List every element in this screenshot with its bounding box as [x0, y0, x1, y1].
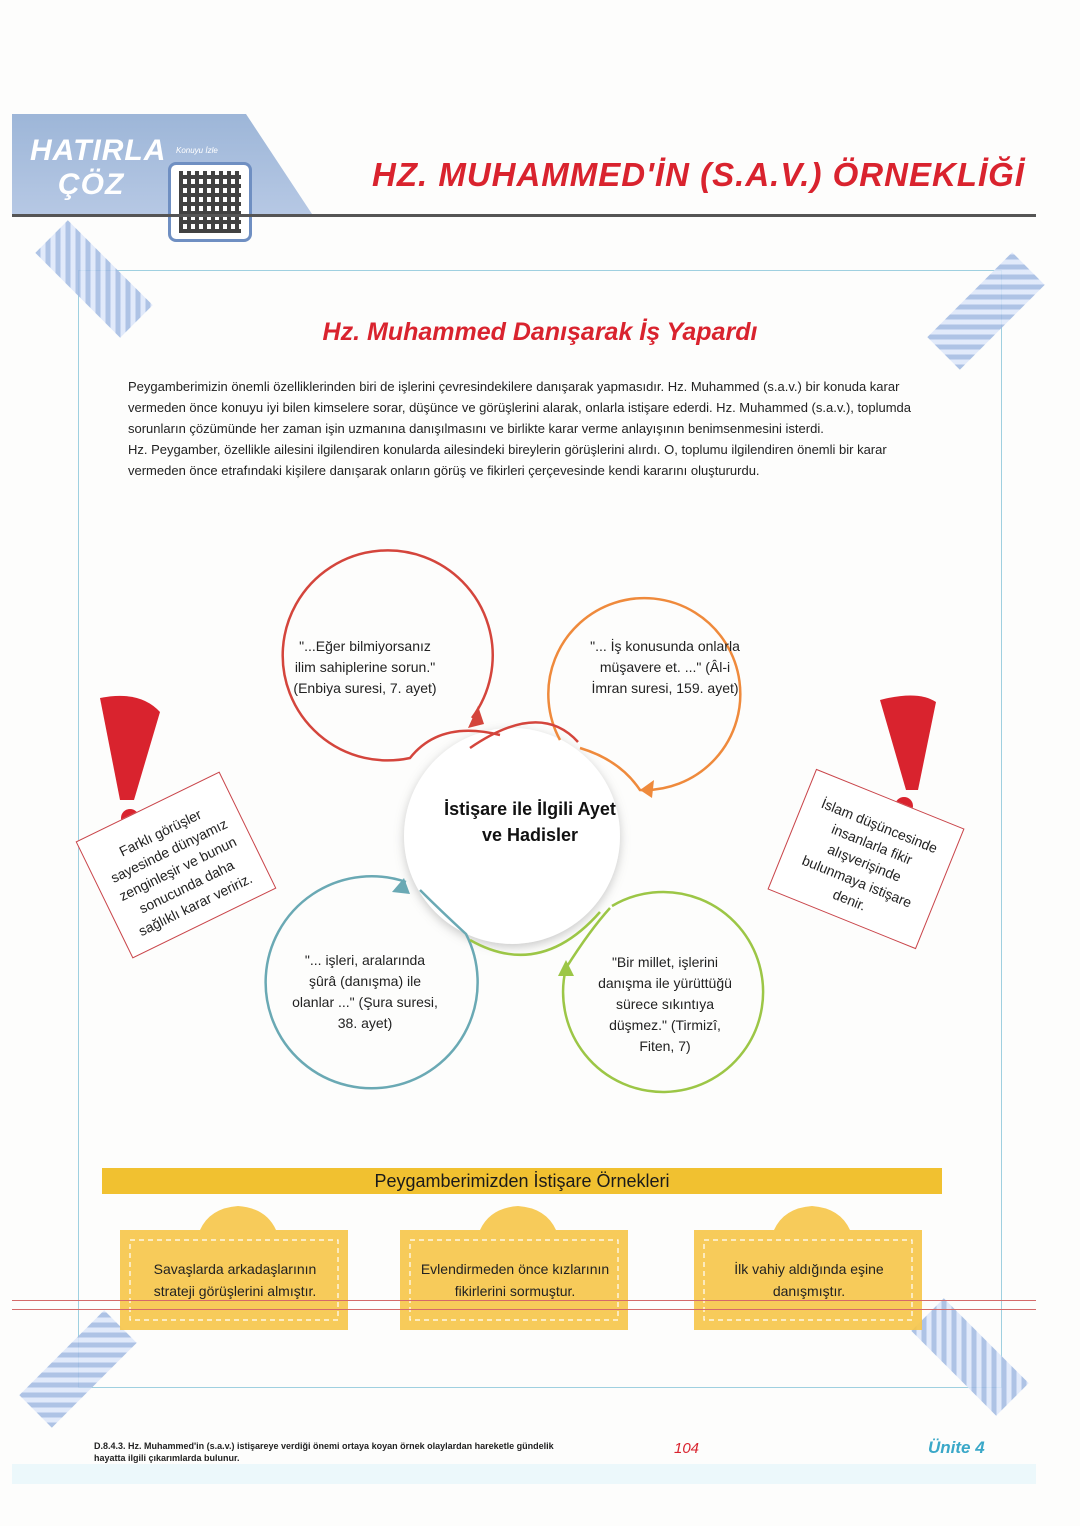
badge-line-2: ÇÖZ	[58, 168, 125, 201]
quote-bottom-right: "Bir millet, işlerini danışma ile yürüttüğü sürece sıkıntıya düşmez." (Tirmizî, Fiten, 7)	[598, 954, 732, 1054]
decorative-lines	[12, 1300, 1036, 1310]
page-number: 104	[674, 1440, 700, 1457]
arrow-bottom-right	[558, 960, 574, 976]
quote-top-right: "... İş konusunda onlarla müşavere et. ..." (Âl-i İmran suresi, 159. ayet)	[590, 638, 740, 696]
unit-label: Ünite 4	[928, 1438, 985, 1457]
qr-label: Konuyu İzle	[176, 146, 218, 155]
learning-objective: D.8.4.3. Hz. Muhammed'in (s.a.v.) istişareye verdiği önemi ortaya koyan örnek olaylardan hareketle gündelik hayatta ilgili çıkarımlarda bulunur.	[94, 1441, 554, 1463]
note-left: Farklı görüşler sayesinde dünyamız zenginleşir ve bunun sonucunda daha sağlıklı karar veririz.	[76, 772, 277, 959]
example-card-2: Evlendirmeden önce kızlarının fikirlerini sormuştur.	[420, 1261, 610, 1299]
intro-paragraph-1: Peygamberimizin önemli özelliklerinden biri de işlerini çevresindekilere danışarak yapmasıdır. Hz. Muhammed (s.a.v.) bir konuda karar vermeden önce konuyu iyi bilen kimselere sorar, düşünce ve görüşlerini alarak, onlarla istişare ederdi. Hz. Muhammed (s.a.v.), toplumda sorunların çözümünde her zaman işin uzmanına danışılmasını ve birlikte karar verme anlayışının benimsenmesini isterdi.	[128, 379, 912, 436]
section-title: Hz. Muhammed Danışarak İş Yapardı	[322, 318, 758, 346]
quote-bottom-left: "... işleri, aralarında şûrâ (danışma) ile olanlar ..." (Şura suresi, 38. ayet)	[292, 952, 438, 1031]
diagram-center-title: İstişare ile İlgili Ayet ve Hadisler	[444, 799, 616, 845]
example-card-3: İlk vahiy aldığında eşine danışmıştır.	[734, 1261, 884, 1299]
footer-bar	[12, 1464, 1036, 1484]
quote-top-left: "...Eğer bilmiyorsanız ilim sahiplerine sorun." (Enbiya suresi, 7. ayet)	[293, 638, 437, 696]
intro-paragraph-2: Hz. Peygamber, özellikle ailesini ilgilendiren konularda ailesindeki bireylerin görüşlerini alırdı. O, toplumu ilgilendiren önemli bir karar vermeden önce etrafındaki kişilere danışarak onların görüş ve fikirleri çerçevesinde kendi kararını oluştururdu.	[128, 442, 887, 478]
example-card-1: Savaşlarda arkadaşlarının strateji görüşlerini almıştır.	[153, 1261, 317, 1299]
examples-banner: Peygamberimizden İstişare Örnekleri	[102, 1168, 942, 1194]
arrow-top-left	[468, 706, 484, 728]
exclamation-left-icon	[100, 696, 160, 800]
arrow-top-right	[640, 780, 654, 798]
exclamation-right-icon	[880, 695, 936, 790]
badge-line-1: HATIRLA	[30, 134, 167, 167]
page-title: HZ. MUHAMMED'İN (S.A.V.) ÖRNEKLİĞİ	[372, 156, 1025, 193]
note-right: İslam düşüncesinde insanlarla fikir alışverişinde bulunmaya istişare denir.	[767, 769, 964, 949]
